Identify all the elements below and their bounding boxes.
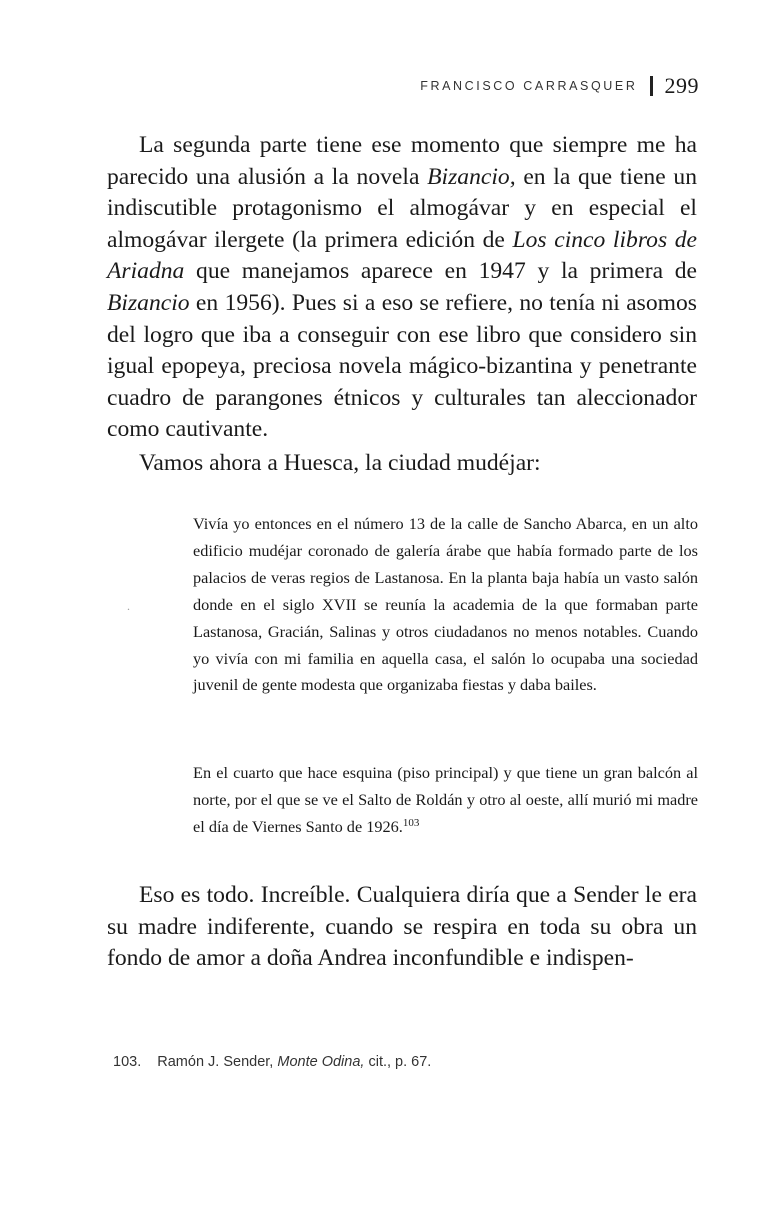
- block-quote-text-2: En el cuarto que hace esquina (piso principal) y que tiene un gran balcón al norte, por el que se ve el Salto de Roldán y otro al oeste, allí murió mi madre el día de Viernes Santo de 1926.: [193, 763, 698, 836]
- footnote-rest: cit., p. 67.: [368, 1054, 432, 1070]
- paragraph-text: La segunda parte tiene ese momento que siempre me ha parecido una alusión a la novela: [107, 132, 697, 190]
- footnote-number: 103.: [113, 1054, 142, 1070]
- footnote-reference[interactable]: 103: [402, 816, 420, 829]
- italic-title: Bizancio,: [427, 163, 516, 190]
- block-quote-paragraph-1: [193, 511, 698, 699]
- footnote: [113, 1054, 713, 1070]
- running-header: [420, 74, 699, 98]
- footnote-title: Monte Odina,: [277, 1054, 365, 1070]
- paragraph-text: en la que tiene un indiscutible protagonismo el almogávar y en especial el almogávar ilergete (la primera edición de: [107, 163, 697, 253]
- paragraph-3: [107, 880, 697, 975]
- footnote-author: Ramón J. Sender,: [157, 1054, 274, 1070]
- paragraph-text: Eso es todo. Increíble. Cualquiera diría que a Sender le era su madre indiferente, cuando se respira en toda su obra un fondo de amor a doña Andrea inconfundible e indispen-: [107, 882, 697, 972]
- block-quote-text-1: Vivía yo entonces en el número 13 de la calle de Sancho Abarca, en un alto edificio mudéjar coronado de galería árabe que había formado parte de los palacios de veras regios de Lastanosa. En la planta baja había un vasto salón donde en el siglo XVII se reunía la academia de la que formaban parte Lastanosa, Gracián, Salinas y otros ciudadanos no menos notables. Cuando yo vivía con mi familia en aquella casa, el salón lo ocupaba una sociedad juvenil de gente modesta que organizaba fiestas y daba bailes.: [193, 514, 698, 695]
- stray-mark: .: [127, 599, 130, 613]
- running-header-author: FRANCISCO CARRASQUER: [420, 79, 638, 93]
- page-number: 299: [664, 73, 699, 98]
- paragraph-1: [107, 130, 697, 446]
- italic-title: Bizancio: [107, 289, 190, 316]
- header-divider: [650, 76, 653, 96]
- paragraph-text: que manejamos aparece en 1947 y la primera de: [184, 258, 697, 285]
- paragraph-2: [107, 448, 697, 480]
- paragraph-text: en 1956). Pues si a eso se refiere, no tenía ni asomos del logro que iba a conseguir con ese libro que considero sin igual epopeya, preciosa novela mágico-bizantina y penetrante cuadro de parangones étnicos y culturales tan aleccionador como cautivante.: [107, 289, 697, 443]
- block-quote-paragraph-2: [193, 760, 698, 841]
- italic-title: Los cinco libros de Ariadna: [107, 226, 698, 285]
- paragraph-text: Vamos ahora a Huesca, la ciudad mudéjar:: [139, 450, 541, 476]
